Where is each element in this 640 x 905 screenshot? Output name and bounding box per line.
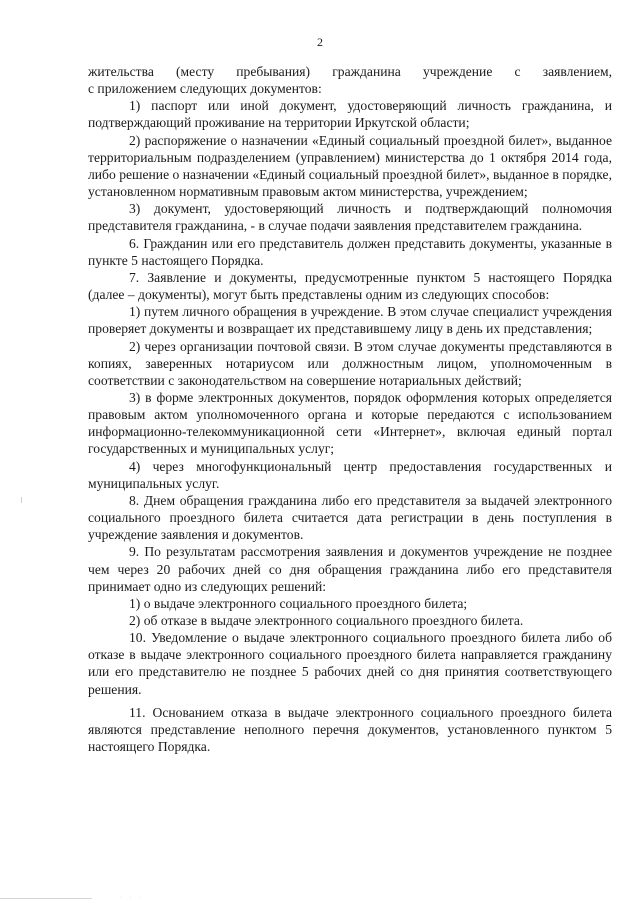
clause-9: 9. По результатам рассмотрения заявления и документов учреждение не позднее чем через 20 рабочих дней со дня обращения гражданина либо его представителя принимает одно из следующих решений: [88, 544, 612, 594]
clause-7: 7. Заявление и документы, предусмотренные пунктом 5 настоящего Порядка (далее – документы), могут быть представлены одним из следующих способов: [88, 269, 612, 303]
footer-scan-line [0, 898, 92, 899]
paragraph-continuation: жительства (месту пребывания) гражданина учреждение с заявлением, [88, 64, 612, 79]
clause-8: 8. Днем обращения гражданина либо его представителя за выдачей электронного социального проездного билета считается дата регистрации в день поступления в учреждение заявления и документов. [88, 492, 612, 543]
list-item-mfc: 4) через многофункциональный центр предоставления государственных и муниципальных услуг. [88, 458, 612, 491]
list-item-refusal-decision: 2) об отказе в выдаче электронного социального проездного билета. [129, 613, 524, 628]
margin-scan-mark [21, 497, 22, 503]
list-item-electronic: 3) в форме электронных документов, порядок оформления которых определяется правовым актом уполномоченного органа и которые передаются с использованием информационно-телекоммуникационной сети «Интернет», включая единый портал государственных и муниципальных услуг; [88, 389, 612, 457]
page-number: 2 [317, 35, 323, 49]
clause-6: 6. Гражданин или его представитель должен представить документы, указанные в пункте 5 настоящего Порядка. [88, 235, 612, 268]
clause-10: 10. Уведомление о выдаче электронного социального проездного билета либо об отказе в выдаче электронного социального проездного билета направляется гражданину или его представителю не позднее 5 рабочих дней со дня принятия соответствующего решения. [88, 630, 612, 697]
list-item-order: 2) распоряжение о назначении «Единый социальный проездной билет», выданное территориальным подразделением (управлением) министерства до 1 октября 2014 года, либо решение о назначении «Единый социальный проездной билет», выданное в порядке, установленном нормативным правовым актом министерства, учреждением; [88, 132, 612, 200]
list-item-postal: 2) через организации почтовой связи. В этом случае документы представляются в копиях, заверенных нотариусом или должностным лицом, уполномоченным в соответствии с законодательством на совершение нотариальных действий; [88, 338, 612, 388]
footer-scan-dots: · · · [120, 895, 144, 901]
list-item-personal-visit: 1) путем личного обращения в учреждение. В этом случае специалист учреждения проверяет документы и возвращает их представившему лицу в день их представления; [88, 304, 612, 337]
list-item-issue-decision: 1) о выдаче электронного социального проездного билета; [129, 595, 468, 611]
clause-11: 11. Основанием отказа в выдаче электронного социального проездного билета являются представление неполного перечня документов, установленного пунктом 5 настоящего Порядка. [88, 704, 612, 755]
document-body [88, 63, 612, 755]
list-item-representative: 3) документ, удостоверяющий личность и подтверждающий полномочия представителя гражданина, - в случае подачи заявления представителем гражданина. [88, 201, 612, 234]
list-item-passport: 1) паспорт или иной документ, удостоверяющий личность гражданина, и подтверждающий проживание на территории Иркутской области; [88, 98, 612, 131]
paragraph-documents-intro: с приложением следующих документов: [88, 81, 322, 97]
